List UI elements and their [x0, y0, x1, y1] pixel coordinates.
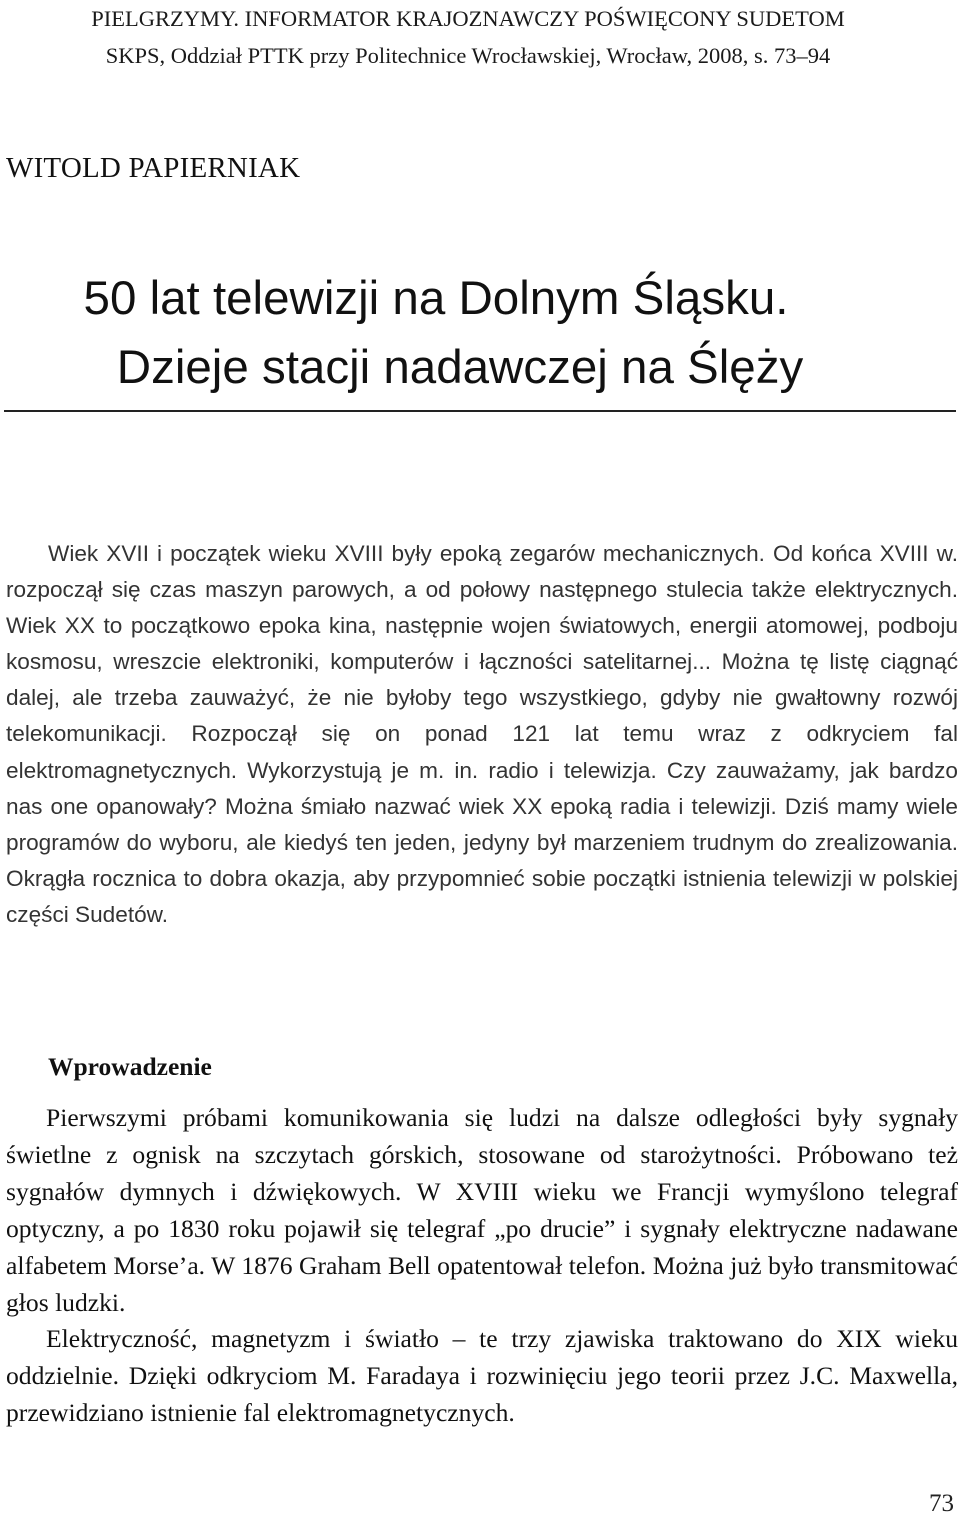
page-number: 73 [929, 1490, 954, 1517]
section-paragraph-2: Elektryczność, magnetyzm i światło – te trzy zjawiska traktowano do XIX wieku oddzielnie. Dzięki odkryciom M. Faradaya i rozwinięciu jego teorii przez J.C. Maxwella, przewidziano istnienie fal elektromagnetycznych. [6, 1324, 958, 1428]
running-header [0, 0, 948, 74]
article-title [0, 264, 960, 402]
section-heading: Wprowadzenie [48, 1052, 212, 1081]
section-paragraph-1: Pierwszymi próbami komunikowania się ludzi na dalsze odległości były sygnały świetlne z ognisk na szczytach górskich, stosowane od starożytności. Próbowano też sygnałów dymnych i dźwiękowych. W XVIII wieku we Francji wymyślono telegraf optyczny, a po 1830 roku pojawił się telegraf „po drucie” i sygnały elektryczne nadawane alfabetem Morse’a. W 1876 Graham Bell opatentował telefon. Można już było transmitować głos ludzki. [6, 1103, 958, 1317]
header-journal-title: PIELGRZYMY. INFORMATOR KRAJOZNAWCZY POŚWIĘCONY SUDETOM [91, 6, 845, 31]
header-publisher-info: SKPS, Oddział PTTK przy Politechnice Wrocławskiej, Wrocław, 2008, s. 73–94 [105, 43, 831, 68]
title-divider [4, 410, 956, 412]
abstract-paragraph: Wiek XVII i początek wieku XVIII były epoką zegarów mechanicznych. Od końca XVIII w. rozpoczął się czas maszyn parowych, a od połowy następnego stulecia także elektrycznych. Wiek XX to początkowo epoka kina, następnie wojen światowych, energii atomowej, podboju kosmosu, wreszcie elektroniki, komputerów i łączności satelitarnej... Można tę listę ciągnąć dalej, ale trzeba zauważyć, że nie byłoby tego wszystkiego, gdyby nie gwałtowny rozwój telekomunikacji. Rozpoczął się on ponad 121 lat temu wraz z odkryciem fal elektromagnetycznych. Wykorzystują je m. in. radio i telewizja. Czy zauważamy, jak bardzo nas one opanowały? Można śmiało nazwać wiek XX epoką radia i telewizji. Dziś mamy wiele programów do wyboru, ale kiedyś ten jeden, jedyny był marzeniem trudnym do zrealizowania. Okrągła rocznica to dobra okazja, aby przypomnieć sobie początki istnienia telewizji w polskiej części Sudetów. [6, 541, 958, 927]
title-line-2: Dzieje stacji nadawczej na Ślęży [116, 341, 804, 394]
section-body [6, 1100, 958, 1432]
abstract [6, 536, 958, 933]
author-name: WITOLD PAPIERNIAK [6, 152, 301, 184]
title-line-1: 50 lat telewizji na Dolnym Śląsku. [83, 272, 789, 325]
